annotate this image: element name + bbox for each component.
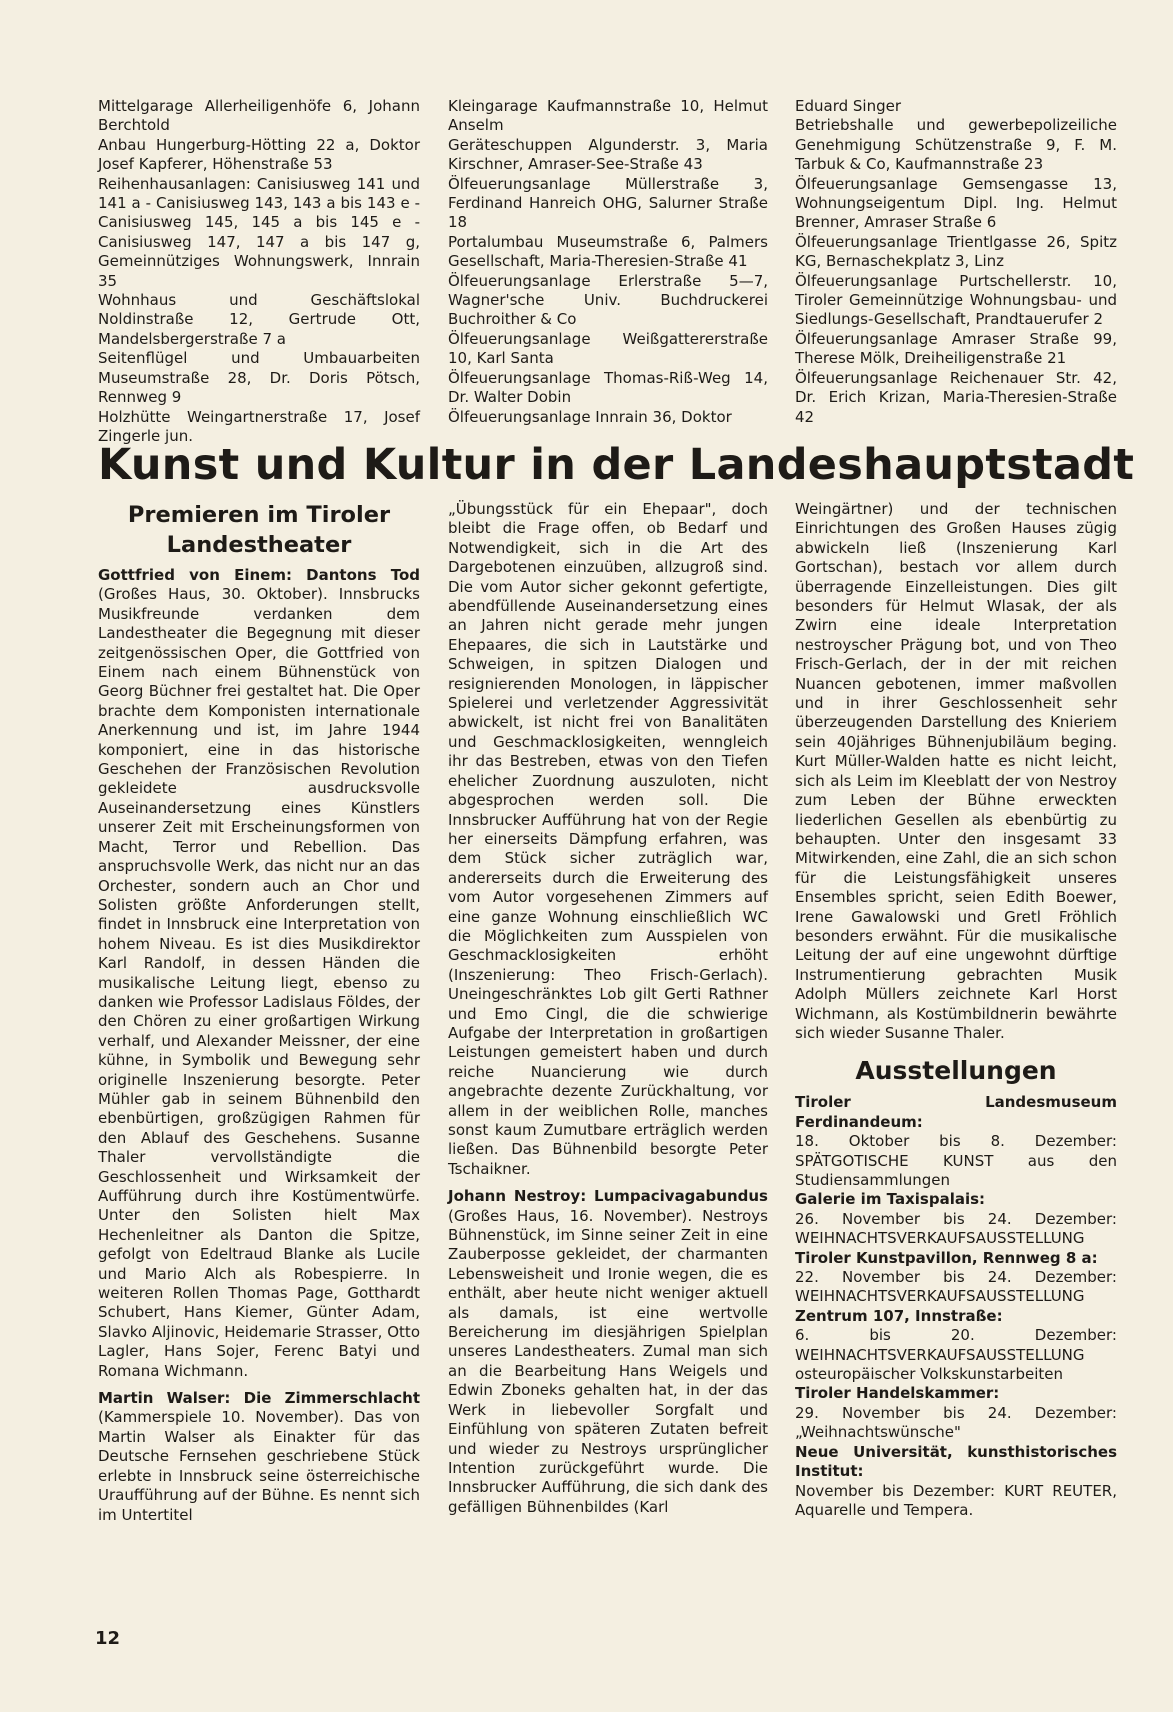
article-column-1 (98, 500, 420, 1525)
listing-entry: Eduard Singer (795, 97, 902, 115)
exhibition-venue: Tiroler Landesmuseum Ferdinandeum: (795, 1093, 1117, 1131)
review-walser (98, 1389, 420, 1525)
listing-entry: Ölfeuerungsanlage Innrain 36, Doktor (448, 407, 732, 426)
exhibition-item (795, 1093, 1117, 1190)
review-text: (Kammerspiele 10. November). Das von Martin Walser als Einakter für das Deutsche Fernsehen geschriebene Stück erlebte in Innsbruck seine österreichische Uraufführung auf der Bühne. Es nennt sich im Untertitel (98, 1408, 420, 1524)
listing-column-1 (98, 97, 420, 446)
listing-entry: Ölfeuerungsanlage Thomas-Riß-Weg 14, Dr. Walter Dobin (448, 368, 768, 407)
exhibition-detail: 22. November bis 24. Dezember: WEIHNACHTSVERKAUFSAUSSTELLUNG (795, 1268, 1117, 1306)
listing-entry: Ölfeuerungsanlage Trientlgasse 26, Spitz KG, Bernaschekplatz 3, Linz (795, 232, 1117, 271)
exhibition-item (795, 1443, 1117, 1521)
article-column-2 (448, 500, 768, 1517)
exhibition-detail: 18. Oktober bis 8. Dezember: SPÄTGOTISCHE KUNST aus den Studiensammlungen (795, 1132, 1117, 1189)
exhibition-item (795, 1384, 1117, 1442)
listing-entry: Ölfeuerungsanlage Purtschellerstr. 10, Tiroler Gemeinnützige Wohnungsbau- und Siedlungs-Gesellschaft, Prandtauerufer 2 (795, 271, 1117, 329)
exhibition-item (795, 1249, 1117, 1307)
exhibition-venue: Galerie im Taxispalais: (795, 1190, 986, 1209)
review-title: Johann Nestroy: Lumpacivagabundus (448, 1187, 768, 1206)
listing-entry: Ölfeuerungsanlage Weißgattererstraße 10, Karl Santa (448, 329, 768, 368)
listing-column-2 (448, 97, 768, 427)
listing-column-3 (795, 97, 1117, 427)
exhibition-detail: 29. November bis 24. Dezember: „Weihnachtswünsche" (795, 1403, 1117, 1442)
listing-entry: Holzhütte Weingartnerstraße 17, Josef Zingerle jun. (98, 407, 420, 445)
section-heading-premieres: Premieren im Tiroler Landestheater (127, 502, 391, 558)
listing-entry: Ölfeuerungsanlage Müllerstraße 3, Ferdinand Hanreich OHG, Salurner Straße 18 (448, 174, 768, 232)
review-danton (98, 566, 420, 1381)
exhibition-venue: Tiroler Handelskammer: (795, 1384, 1000, 1403)
exhibition-detail: 26. November bis 24. Dezember: WEIHNACHTSVERKAUFSAUSSTELLUNG (795, 1209, 1117, 1248)
exhibition-venue: Neue Universität, kunsthistorisches Institut: (795, 1442, 1117, 1481)
article-column-3 (795, 500, 1117, 1520)
listing-entry: Wohnhaus und Geschäftslokal Noldinstraße 12, Gertrude Ott, Mandelsbergerstraße 7 a (98, 291, 420, 348)
listing-entry: Ölfeuerungsanlage Reichenauer Str. 42, Dr. Erich Krizan, Maria-Theresien-Straße 42 (795, 368, 1117, 426)
section-heading-exhibitions: Ausstellungen (855, 1056, 1057, 1086)
exhibition-detail: November bis Dezember: KURT REUTER, Aquarelle und Tempera. (795, 1481, 1117, 1519)
listing-entry: Kleingarage Kaufmannstraße 10, Helmut Anselm (448, 97, 768, 135)
listing-entry: Portalumbau Museumstraße 6, Palmers Gesellschaft, Maria-Theresien-Straße 41 (448, 232, 768, 271)
listing-entry: Betriebshalle und gewerbepolizeiliche Genehmigung Schützenstraße 9, F. M. Tarbuk & Co, Kaufmannstraße 23 (795, 116, 1117, 174)
listing-entry: Ölfeuerungsanlage Erlerstraße 5—7, Wagner'sche Univ. Buchdruckerei Buchroither & Co (448, 271, 768, 329)
listing-entry: Ölfeuerungsanlage Gemsengasse 13, Wohnungseigentum Dipl. Ing. Helmut Brenner, Amraser Straße 6 (795, 174, 1117, 232)
listing-entry: Ölfeuerungsanlage Amraser Straße 99, Therese Mölk, Dreiheiligenstraße 21 (795, 329, 1117, 368)
page-number: 12 (95, 1628, 121, 1649)
exhibition-list (795, 1093, 1117, 1520)
listing-entry: Anbau Hungerburg-Hötting 22 a, Doktor Josef Kapferer, Höhenstraße 53 (98, 135, 420, 174)
exhibition-venue: Tiroler Kunstpavillon, Rennweg 8 a: (795, 1248, 1098, 1267)
page-headline: Kunst und Kultur in der Landeshauptstadt (98, 440, 1135, 490)
listing-entry: Mittelgarage Allerheiligenhöfe 6, Johann Berchtold (98, 97, 420, 135)
listing-entry: Seitenflügel und Umbauarbeiten Museumstraße 28, Dr. Doris Pötsch, Rennweg 9 (98, 349, 420, 407)
exhibition-detail: 6. bis 20. Dezember: WEIHNACHTSVERKAUFSAUSSTELLUNG osteuropäischer Volkskunstarbeiten (795, 1326, 1117, 1384)
review-text-continued: „Übungsstück für ein Ehepaar", doch bleibt die Frage offen, ob Bedarf und Notwendigkeit, sich in die Art des Dargebotenen einzuüben, allzugroß sind. Die vom Autor sicher gekonnt gefertigte, abendfüllende Auseinandersetzung eines an Jahren nicht gerade mehr jungen Ehepaares, die sich in Lautstärke und Schweigen, in spitzen Dialogen und resignierenden Monologen, in läppischer Spielerei und verletzender Aggressivität abwickelt, ist nicht frei von Banalitäten und Geschmacklosigkeiten, wenngleich ihr das Bestreben, etwas von den Tiefen ehelicher Zuordnung auszuloten, nicht abgesprochen werden soll. Die Innsbrucker Aufführung hat von der Regie her einerseits Dämpfung erfahren, was dem Stück sicher zuträglich war, andererseits durch die Erweiterung des vom Autor vorgesehenen Zimmers auf eine ganze Wohnung einschließlich WC die Möglichkeiten zum Ausspielen von Geschmacklosigkeiten erhöht (Inszenierung: Theo Frisch-Gerlach). Uneingeschränktes Lob gilt Gerti Rathner und Emo Cingl, die die schwierige Aufgabe der Interpretation in großartigen Leistungen gemeistert haben und durch reiche Nuancierung wie durch angebrachte dezente Zurückhaltung, vor allem in der weiblichen Rolle, manches sonst kaum Zumutbare erträglich werden ließen. Das Bühnenbild besorgte Peter Tschaikner. (448, 500, 768, 1178)
review-text-continued: Weingärtner) und der technischen Einrichtungen des Großen Hauses zügig abwickeln ließ (Inszenierung Karl Gortschan), bestach vor allem durch überragende Einzelleistungen. Dies gilt besonders für Helmut Wlasak, der als Zwirn eine ideale Interpretation nestroyscher Prägung bot, und von Theo Frisch-Gerlach, der in der mit reichen Nuancen gebotenen, immer maßvollen und in ihrer Geschlossenheit sehr überzeugenden Darstellung des Knieriem sein 40jähriges Bühnenjubiläum beging. Kurt Müller-Walden hatte es nicht leicht, sich als Leim im Kleeblatt der von Nestroy zum Leben der Bühne erweckten liederlichen Gesellen als ebenbürtig zu behaupten. Unter den insgesamt 33 Mitwirkenden, eine Zahl, die an sich schon für die Leistungsfähigkeit unseres Ensembles spricht, seien Edith Boewer, Irene Gawalowski und Gretl Fröhlich besonders erwähnt. Für die musikalische Leitung der auf eine ungewohnt dürftige Instrumentierung gebrachten Musik Adolph Müllers zeichnete Karl Horst Wichmann, als Kostümbildnerin bewährte sich wieder Susanne Thaler. (795, 500, 1117, 1042)
listing-entry: Reihenhausanlagen: Canisiusweg 141 und 141 a - Canisiusweg 143, 143 a bis 143 e - Canisiusweg 145, 145 a bis 145 e - Canisiusweg 147, 147 a bis 147 g, Gemeinnütziges Wohnungswerk, Innrain 35 (98, 174, 420, 290)
review-text: (Großes Haus, 16. November). Nestroys Bühnenstück, im Sinne seiner Zeit in eine Zauberposse gekleidet, der charmanten Lebensweisheit und Ironie wegen, die es enthält, aber heute nicht weniger aktuell als damals, ist eine wertvolle Bereicherung im diesjährigen Spielplan unseres Landestheaters. Zumal man sich an die Bearbeitung Hans Weigels und Edwin Zboneks gehalten hat, in der das Werk in liebevoller Sorgfalt und Einfühlung von späteren Zutaten befreit und wieder zu Nestroys ursprünglicher Intention zurückgeführt wurde. Die Innsbrucker Aufführung, die sich dank des gefälligen Bühnenbildes (Karl (448, 1206, 768, 1516)
exhibition-item (795, 1190, 1117, 1248)
review-nestroy (448, 1187, 768, 1517)
exhibition-item (795, 1307, 1117, 1385)
review-title: Gottfried von Einem: Dantons Tod (98, 566, 420, 584)
review-title: Martin Walser: Die Zimmerschlacht (98, 1389, 420, 1408)
exhibition-venue: Zentrum 107, Innstraße: (795, 1306, 1003, 1325)
review-text: (Großes Haus, 30. Oktober). Innsbrucks Musikfreunde verdanken dem Landestheater die Begegnung mit dieser zeitgenössischen Oper, die Gottfried von Einem nach einem Bühnenstück von Georg Büchner frei gestaltet hat. Die Oper brachte dem Komponisten internationale Anerkennung und ist, im Jahre 1944 komponiert, eine in das historische Geschehen der Französischen Revolution gekleidete ausdrucksvolle Auseinandersetzung eines Künstlers unserer Zeit mit Erscheinungsformen von Macht, Terror und Rebellion. Das anspruchsvolle Werk, das nicht nur an das Orchester, sondern auch an Chor und Solisten größte Anforderungen stellt, findet in Innsbruck eine Interpretation von hohem Niveau. Es ist dies Musikdirektor Karl Randolf, in dessen Händen die musikalische Leitung liegt, ebenso zu danken wie Professor Ladislaus Földes, der den Chören zu einer großartigen Wirkung verhalf, und Alexander Meissner, der eine kühne, in Symbolik und Bewegung sehr originelle Inszenierung besorgte. Peter Mühler gab in seinem Bühnenbild den ebenbürtigen, großzügigen Rahmen für den Ablauf des Geschehens. Susanne Thaler vervollständigte die Geschlossenheit und Wirksamkeit der Aufführung durch ihre Kostümentwürfe. Unter den Solisten hielt Max Hechenleitner als Danton die Spitze, gefolgt von Edeltraud Blanke als Lucile und Mario Alch als Robespierre. In weiteren Rollen Thomas Page, Gotthardt Schubert, Hans Kiemer, Günter Adam, Slavko Aljinovic, Heidemarie Strasser, Otto Lagler, Hans Sojer, Ferenc Batyi und Romana Wichmann. (98, 585, 420, 1380)
listing-entry: Geräteschuppen Algunderstr. 3, Maria Kirschner, Amraser-See-Straße 43 (448, 135, 768, 174)
